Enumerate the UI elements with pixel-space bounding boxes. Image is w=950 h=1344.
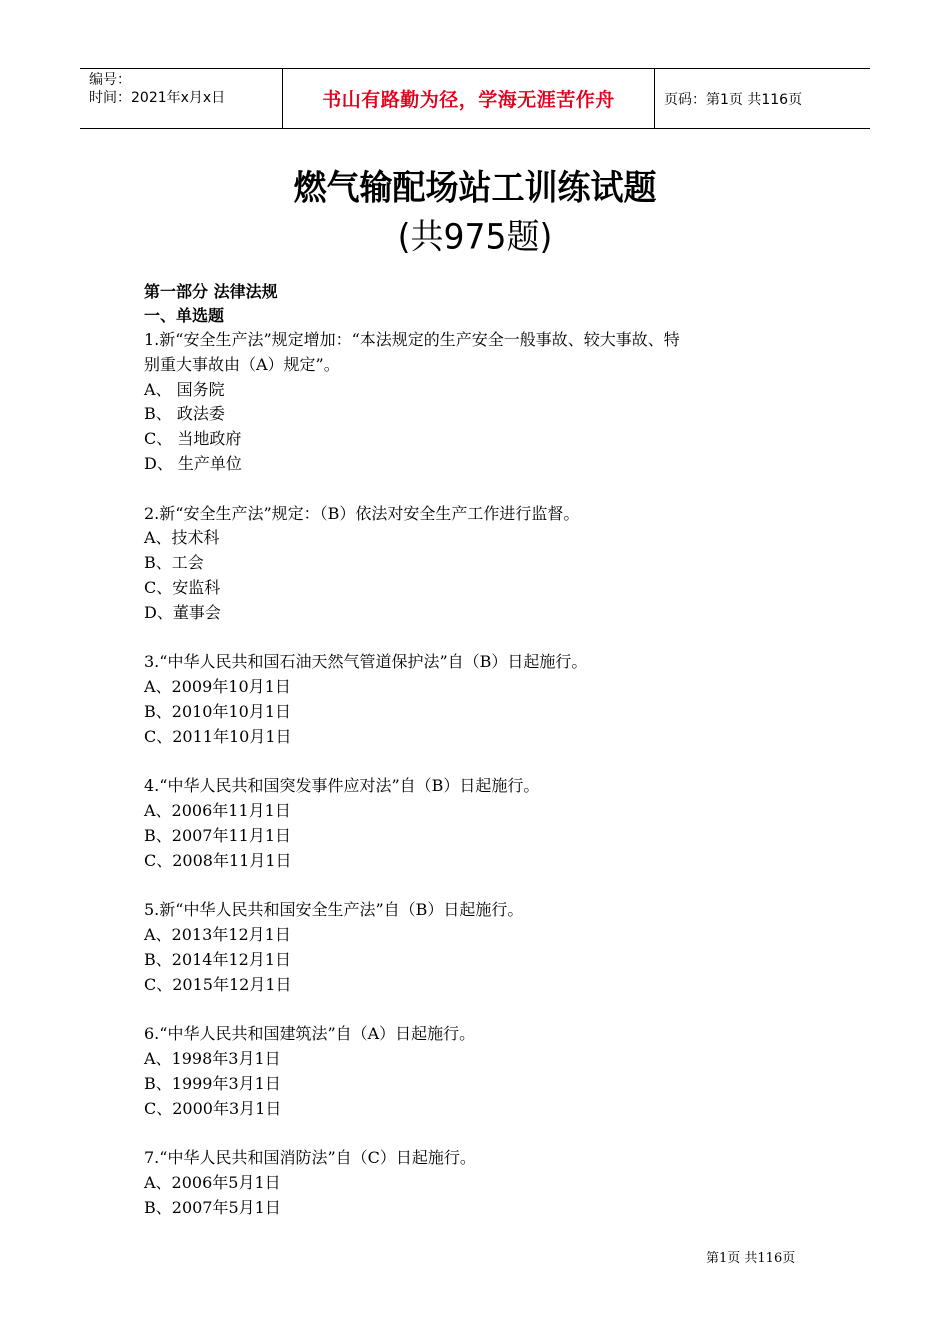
- answer-option: C、2008年11月1日: [144, 850, 292, 870]
- section-heading: 一、单选题: [144, 306, 225, 325]
- header-page-info: 页码：第1页 共116页: [664, 91, 803, 108]
- answer-option: B、1999年3月1日: [144, 1073, 281, 1093]
- answer-option: A、技术科: [144, 528, 220, 548]
- answer-option: A、1998年3月1日: [144, 1049, 281, 1069]
- question-item: [144, 328, 824, 502]
- answer-option: D、董事会: [144, 602, 221, 622]
- answer-option: D、 生产单位: [144, 453, 242, 473]
- answer-option: B、2007年5月1日: [144, 1197, 281, 1217]
- part-heading: 第一部分 法律法规: [144, 282, 278, 301]
- answer-option: A、2009年10月1日: [144, 677, 291, 697]
- answer-option: B、2007年11月1日: [144, 825, 292, 845]
- question-text: 别重大事故由（A）规定”。: [144, 354, 340, 374]
- question-text: 1.新“安全生产法”规定增加：“本法规定的生产安全一般事故、较大事故、特: [144, 330, 680, 349]
- time-label: 时间：2021年x月x日: [89, 90, 226, 106]
- answer-option: C、2000年3月1日: [144, 1098, 282, 1118]
- header-table: [80, 68, 870, 129]
- question-text: 6.“中华人民共和国建筑法”自（A）日起施行。: [144, 1024, 476, 1044]
- question-spacer: [144, 750, 824, 775]
- question-item: [144, 1146, 824, 1220]
- answer-option: A、2006年5月1日: [144, 1173, 281, 1193]
- answer-option: A、2013年12月1日: [144, 925, 291, 945]
- question-item: [144, 1022, 824, 1146]
- header-meta: [80, 69, 282, 128]
- question-text: 3.“中华人民共和国石油天然气管道保护法”自（B）日起施行。: [144, 652, 588, 672]
- question-spacer: [144, 874, 824, 899]
- page-footer: 第1页 共116页: [706, 1251, 796, 1266]
- question-text: 7.“中华人民共和国消防法”自（C）日起施行。: [144, 1148, 476, 1168]
- question-text: 5.新“中华人民共和国安全生产法”自（B）日起施行。: [144, 900, 524, 920]
- answer-option: B、2010年10月1日: [144, 701, 292, 721]
- question-spacer: [144, 477, 824, 502]
- header-motto-cell: [282, 69, 655, 128]
- answer-option: C、2011年10月1日: [144, 726, 292, 746]
- answer-option: C、安监科: [144, 577, 221, 597]
- answer-option: C、 当地政府: [144, 429, 242, 449]
- question-item: [144, 774, 824, 898]
- question-text: 2.新“安全生产法”规定：（B）依法对安全生产工作进行监督。: [144, 503, 580, 523]
- answer-option: B、2014年12月1日: [144, 949, 292, 969]
- question-spacer: [144, 1122, 824, 1147]
- question-text: 4.“中华人民共和国突发事件应对法”自（B）日起施行。: [144, 776, 540, 796]
- question-spacer: [144, 626, 824, 651]
- answer-option: C、2015年12月1日: [144, 974, 292, 994]
- number-label: 编号：: [89, 72, 131, 88]
- document-body: [144, 280, 824, 1221]
- question-item: [144, 650, 824, 774]
- question-spacer: [144, 998, 824, 1023]
- document-subtitle: (共975题): [397, 216, 553, 258]
- answer-option: B、工会: [144, 553, 204, 573]
- question-item: [144, 898, 824, 1022]
- document-title: 燃气输配场站工训练试题: [293, 167, 657, 209]
- answer-option: A、2006年11月1日: [144, 801, 291, 821]
- answer-option: B、 政法委: [144, 404, 225, 424]
- answer-option: A、 国务院: [144, 379, 225, 399]
- header-motto: 书山有路勤为径，学海无涯苦作舟: [322, 89, 615, 111]
- question-item: [144, 502, 824, 651]
- question-list: [144, 328, 824, 1221]
